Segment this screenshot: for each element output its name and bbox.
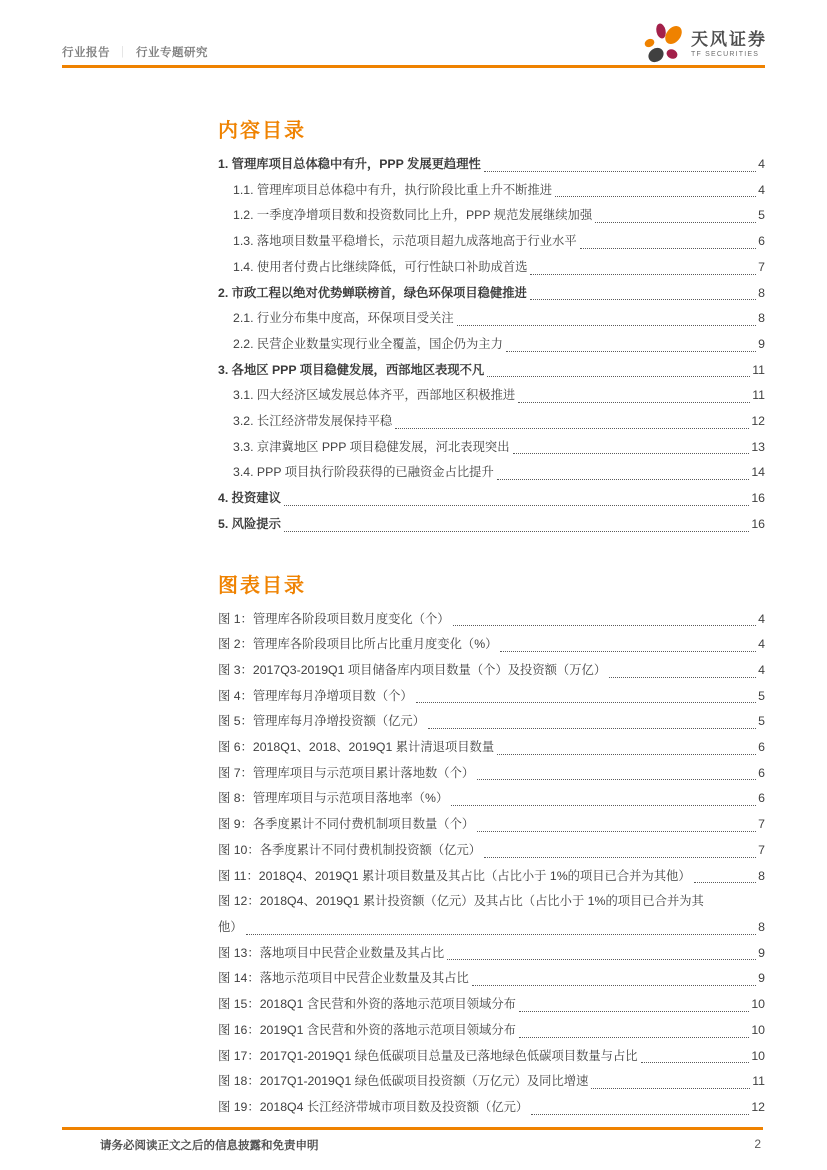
toc-title: 内容目录: [218, 120, 306, 142]
dot-leader: [395, 428, 749, 429]
figure-entry[interactable]: [218, 889, 765, 915]
figure-entry-page: 8: [758, 919, 765, 934]
toc-entry-page: 7: [758, 259, 765, 274]
toc-entry-page: 16: [751, 516, 765, 531]
dot-leader: [484, 171, 756, 172]
figure-entry-page: 10: [751, 997, 765, 1012]
dot-leader: [580, 248, 757, 249]
figure-entry-text: 图 19：2018Q4 长江经济带城市项目数及投资额（亿元）: [218, 1099, 529, 1114]
dot-leader: [641, 1062, 750, 1063]
dot-leader: [518, 402, 750, 403]
toc-entry-text: 1.2. 一季度净增项目数和投资数同比上升，PPP 规范发展继续加强: [233, 208, 593, 223]
dot-leader: [447, 959, 756, 960]
figure-entry[interactable]: [218, 915, 765, 941]
toc-entry[interactable]: [218, 306, 765, 332]
dot-leader: [530, 299, 756, 300]
figure-entry[interactable]: [218, 632, 765, 658]
toc-entry[interactable]: [218, 255, 765, 281]
figure-entry[interactable]: [218, 966, 765, 992]
toc-entry-text: 3.4. PPP 项目执行阶段获得的已融资金占比提升: [233, 465, 494, 480]
figure-entry-text: 图 9：各季度累计不同付费机制项目数量（个）: [218, 817, 475, 832]
dot-leader: [451, 805, 756, 806]
toc-entry[interactable]: [218, 203, 765, 229]
figure-entry[interactable]: [218, 812, 765, 838]
figure-entry[interactable]: [218, 838, 765, 864]
toc-entry-text: 3.1. 四大经济区域发展总体齐平，西部地区积极推进: [233, 388, 516, 403]
dot-leader: [284, 505, 749, 506]
toc-entry-text: 4. 投资建议: [218, 491, 281, 506]
main-content: [218, 114, 765, 1121]
toc-entry-page: 6: [758, 234, 765, 249]
figure-entry-text: 图 3：2017Q3-2019Q1 项目储备库内项目数量（个）及投资额（万亿）: [218, 662, 607, 677]
dot-leader: [497, 479, 750, 480]
toc-entry-text: 3.2. 长江经济带发展保持平稳: [233, 414, 393, 429]
figure-entry-text: 图 12：2018Q4、2019Q1 累计投资额（亿元）及其占比（占比小于 1%的项目已合并为其: [218, 894, 704, 909]
dot-leader: [457, 325, 756, 326]
figure-entry[interactable]: [218, 864, 765, 890]
figure-entry-page: 4: [758, 662, 765, 677]
figure-entry-page: 7: [758, 817, 765, 832]
toc-entry-text: 1. 管理库项目总体稳中有升，PPP 发展更趋理性: [218, 157, 481, 171]
header-divider: ｜: [117, 47, 129, 59]
figure-entry-text: 图 6：2018Q1、2018、2019Q1 累计清退项目数量: [218, 740, 495, 755]
figure-entry-page: 10: [751, 1048, 765, 1063]
figure-entry-page: 7: [758, 842, 765, 857]
dot-leader: [506, 351, 756, 352]
figure-entry-page: 6: [758, 791, 765, 806]
figure-entry[interactable]: [218, 786, 765, 812]
dot-leader: [428, 728, 756, 729]
footer-orange-rule: [62, 1127, 763, 1130]
figure-entry-text: 图 1：管理库各阶段项目数月度变化（个）: [218, 611, 450, 626]
toc-entry-page: 8: [758, 311, 765, 326]
toc-entry-page: 4: [758, 157, 765, 171]
figure-entry-text: 他）: [218, 919, 243, 934]
dot-leader: [416, 702, 756, 703]
logo-cn-text: 天风证券: [691, 29, 767, 49]
dot-leader: [519, 1011, 749, 1012]
toc-entry-text: 1.3. 落地项目数量平稳增长，示范项目超九成落地高于行业水平: [233, 234, 577, 249]
toc-entry[interactable]: [218, 512, 765, 538]
figure-entry-page: 12: [751, 1099, 765, 1114]
dot-leader: [519, 1037, 749, 1038]
dot-leader: [694, 882, 757, 883]
logo-en-text: TF SECURITIES: [691, 51, 760, 59]
toc-entry[interactable]: [218, 409, 765, 435]
toc-entry-page: 9: [758, 336, 765, 351]
dot-leader: [591, 1088, 750, 1089]
report-subtype-label: 行业专题研究: [136, 47, 208, 59]
figure-entry-text: 图 7：管理库项目与示范项目累计落地数（个）: [218, 765, 475, 780]
dot-leader: [531, 1114, 749, 1115]
figure-entry[interactable]: [218, 1095, 765, 1121]
toc-entry-page: 5: [758, 208, 765, 223]
report-type-label: 行业报告: [62, 47, 110, 59]
toc-entry-page: 13: [751, 439, 765, 454]
toc-entry-text: 3. 各地区 PPP 项目稳健发展，西部地区表现不凡: [218, 362, 485, 377]
figure-entry[interactable]: [218, 684, 765, 710]
toc-entry-text: 2.1. 行业分布集中度高，环保项目受关注: [233, 311, 454, 326]
figure-entry-page: 5: [758, 714, 765, 729]
figure-entry-text: 图 8：管理库项目与示范项目落地率（%）: [218, 791, 449, 806]
figure-entry-text: 图 2：管理库各阶段项目比所占比重月度变化（%）: [218, 637, 498, 652]
dot-leader: [477, 831, 756, 832]
figure-entry-text: 图 13：落地项目中民营企业数量及其占比: [218, 945, 445, 960]
figure-entry-text: 图 17：2017Q1-2019Q1 绿色低碳项目总量及已落地绿色低碳项目数量与占比: [218, 1048, 638, 1063]
dot-leader: [595, 222, 756, 223]
toc-entry[interactable]: [218, 383, 765, 409]
toc-entry-page: 11: [752, 362, 765, 377]
figure-entry-page: 10: [751, 1022, 765, 1037]
toc-entry-text: 1.4. 使用者付费占比继续降低，可行性缺口补助成首选: [233, 259, 528, 274]
tf-securities-logo: [640, 20, 767, 69]
dot-leader: [500, 651, 756, 652]
figure-entry-page: 4: [758, 611, 765, 626]
figure-entry[interactable]: [218, 992, 765, 1018]
figures-title: 图表目录: [218, 574, 306, 597]
dot-leader: [487, 376, 750, 377]
figure-entry-text: 图 10：各季度累计不同付费机制投资额（亿元）: [218, 842, 482, 857]
figure-entry[interactable]: [218, 941, 765, 967]
dot-leader: [484, 857, 756, 858]
figure-entry-page: 11: [752, 1074, 765, 1089]
header-orange-rule: [62, 65, 765, 68]
figure-entry-text: 图 16：2019Q1 含民营和外资的落地示范项目领域分布: [218, 1022, 516, 1037]
figure-entry-text: 图 5：管理库每月净增投资额（亿元）: [218, 714, 426, 729]
figure-entry-page: 9: [758, 971, 765, 986]
figure-entry-page: 5: [758, 688, 765, 703]
logo-flower-icon: [640, 20, 684, 69]
toc-entry-page: 4: [758, 182, 765, 197]
toc-entry[interactable]: [218, 332, 765, 358]
toc-list: [218, 152, 765, 538]
figure-entry[interactable]: [218, 1018, 765, 1044]
toc-entry-text: 2. 市政工程以绝对优势蝉联榜首，绿色环保项目稳健推进: [218, 285, 527, 300]
figure-entry[interactable]: [218, 658, 765, 684]
dot-leader: [453, 625, 757, 626]
figure-entry-text: 图 4：管理库每月净增项目数（个）: [218, 688, 413, 703]
toc-entry-page: 12: [751, 414, 765, 429]
dot-leader: [246, 934, 757, 935]
figure-entry[interactable]: [218, 1069, 765, 1095]
figure-entry-page: 6: [758, 740, 765, 755]
toc-entry-text: 2.2. 民营企业数量实现行业全覆盖，国企仍为主力: [233, 336, 503, 351]
toc-entry[interactable]: [218, 281, 765, 307]
dot-leader: [497, 754, 756, 755]
dot-leader: [609, 677, 756, 678]
toc-entry-page: 11: [752, 388, 765, 403]
toc-entry[interactable]: [218, 358, 765, 384]
figure-entry-text: 图 18：2017Q1-2019Q1 绿色低碳项目投资额（万亿元）及同比增速: [218, 1074, 589, 1089]
figure-entry[interactable]: [218, 709, 765, 735]
dot-leader: [555, 196, 756, 197]
header-breadcrumb: [62, 44, 208, 60]
toc-entry[interactable]: [218, 435, 765, 461]
figure-entry[interactable]: [218, 735, 765, 761]
dot-leader: [472, 985, 756, 986]
toc-entry-page: 14: [751, 465, 765, 480]
toc-entry-page: 8: [758, 285, 765, 300]
footer-page-number: 2: [754, 1137, 761, 1151]
figure-entry-text: 图 14：落地示范项目中民营企业数量及其占比: [218, 971, 469, 986]
toc-entry-text: 3.3. 京津冀地区 PPP 项目稳健发展，河北表现突出: [233, 439, 510, 454]
figure-entry-page: 9: [758, 945, 765, 960]
toc-entry[interactable]: [218, 460, 765, 486]
figure-entry[interactable]: [218, 607, 765, 633]
toc-entry-text: 1.1. 管理库项目总体稳中有升，执行阶段比重上升不断推进: [233, 182, 553, 197]
dot-leader: [284, 531, 749, 532]
dot-leader: [513, 453, 750, 454]
dot-leader: [477, 779, 756, 780]
dot-leader: [530, 274, 756, 275]
toc-entry[interactable]: [218, 152, 765, 178]
figures-list: [218, 607, 765, 1121]
logo-wordmark: [691, 31, 767, 59]
toc-entry[interactable]: [218, 229, 765, 255]
toc-entry-text: 5. 风险提示: [218, 516, 281, 531]
figure-entry-text: 图 11：2018Q4、2019Q1 累计项目数量及其占比（占比小于 1%的项目已合并为其他）: [218, 868, 691, 883]
footer-disclaimer: 请务必阅读正文之后的信息披露和免责申明: [100, 1140, 319, 1152]
figure-entry-page: 6: [758, 765, 765, 780]
figure-entry-page: 4: [758, 637, 765, 652]
toc-entry-page: 16: [751, 491, 765, 506]
figure-entry-page: 8: [758, 868, 765, 883]
toc-entry[interactable]: [218, 486, 765, 512]
figure-entry[interactable]: [218, 1044, 765, 1070]
toc-entry[interactable]: [218, 178, 765, 204]
figure-entry-text: 图 15：2018Q1 含民营和外资的落地示范项目领域分布: [218, 997, 516, 1012]
figure-entry[interactable]: [218, 761, 765, 787]
